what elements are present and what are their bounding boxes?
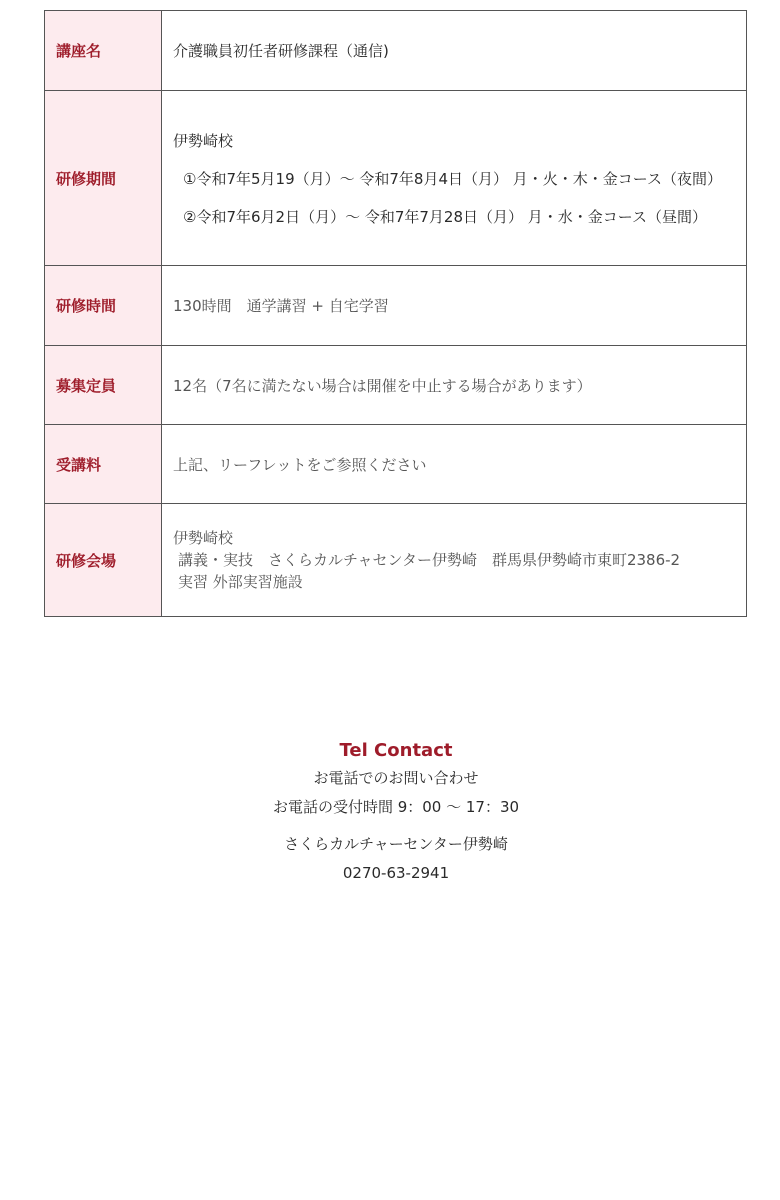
tuition-value: 上記、リーフレットをご参照ください bbox=[162, 425, 747, 504]
table-row-capacity bbox=[45, 346, 747, 425]
training-period-value bbox=[162, 91, 747, 266]
course-name-value: 介護職員初任者研修課程（通信) bbox=[162, 11, 747, 91]
capacity-value: 12名（7名に満たない場合は開催を中止する場合があります） bbox=[162, 346, 747, 425]
contact-center-name: さくらカルチャーセンター伊勢崎 bbox=[284, 835, 508, 853]
course-name-label: 講座名 bbox=[45, 11, 162, 91]
training-period-campus: 伊勢崎校 bbox=[173, 131, 234, 150]
table-row-training-period bbox=[45, 91, 747, 266]
training-hours-value: 130時間 通学講習 + 自宅学習 bbox=[162, 266, 747, 346]
contact-hours: お電話の受付時間 9：00 ～ 17：30 bbox=[272, 798, 520, 816]
training-hours-label: 研修時間 bbox=[45, 266, 162, 346]
capacity-label: 募集定員 bbox=[45, 346, 162, 425]
training-period-label: 研修期間 bbox=[45, 91, 162, 266]
venue-campus: 伊勢崎校 bbox=[173, 529, 234, 547]
table-row-course-name bbox=[45, 11, 747, 91]
table-row-training-hours bbox=[45, 266, 747, 346]
tuition-label: 受講料 bbox=[45, 425, 162, 504]
course-info-table bbox=[44, 10, 747, 617]
contact-phone-number[interactable]: 0270-63-2941 bbox=[342, 864, 450, 882]
tel-contact-section bbox=[0, 738, 780, 883]
contact-subtitle: お電話でのお問い合わせ bbox=[313, 769, 479, 787]
venue-value bbox=[162, 504, 747, 617]
table-row-tuition bbox=[45, 425, 747, 504]
contact-title: Tel Contact bbox=[339, 740, 453, 761]
training-period-session-2: ②令和7年6月2日（月）～ 令和7年7月28日（月） 月・水・金コース（昼間） bbox=[183, 207, 708, 226]
venue-lecture: 講義・実技 さくらカルチャセンター伊勢崎 群馬県伊勢崎市東町2386-2 bbox=[178, 551, 681, 569]
venue-label: 研修会場 bbox=[45, 504, 162, 617]
training-period-session-1: ①令和7年5月19（月）～ 令和7年8月4日（月） 月・火・木・金コース（夜間） bbox=[183, 169, 723, 188]
table-row-venue bbox=[45, 504, 747, 617]
venue-practicum: 実習 外部実習施設 bbox=[178, 573, 303, 591]
